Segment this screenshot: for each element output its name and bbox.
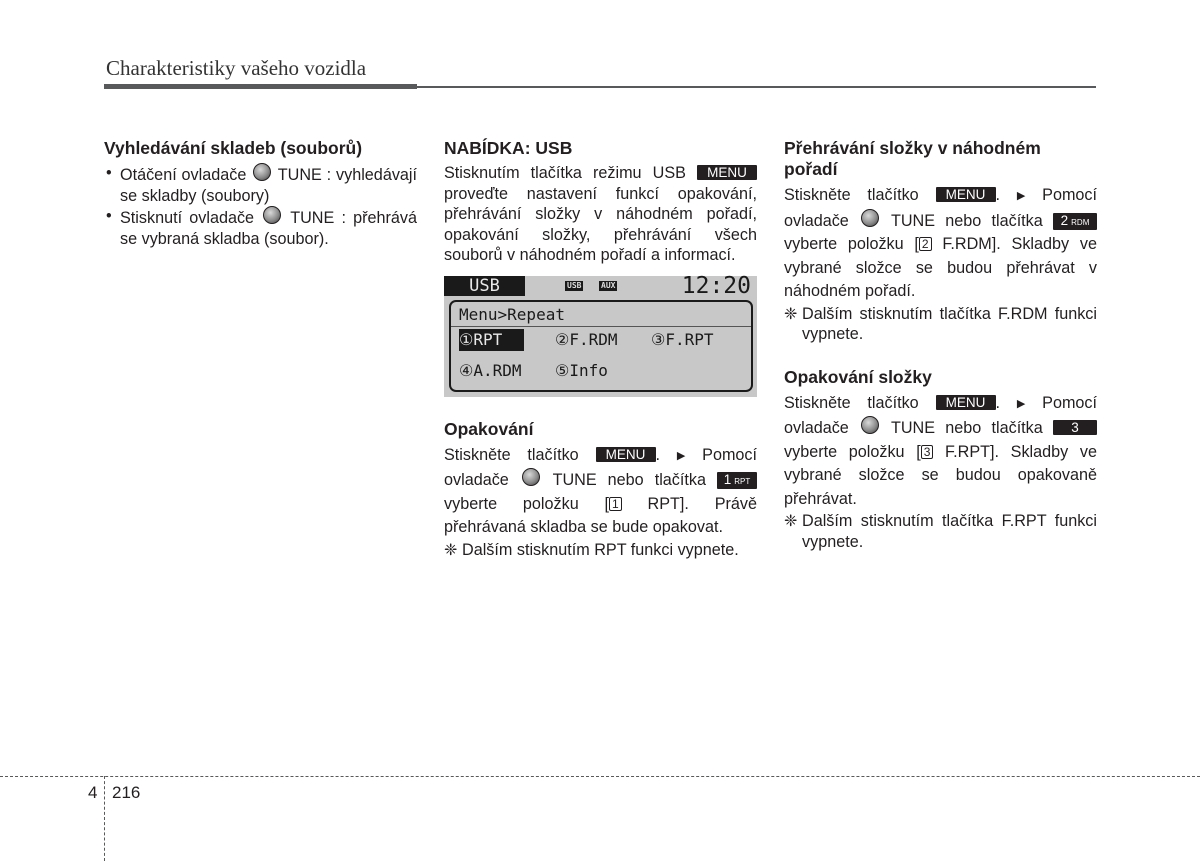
menu-button-label: MENU [697, 165, 757, 180]
aux-indicator: AUX [601, 280, 616, 290]
text: Stiskněte tlačítko [444, 445, 579, 464]
tune-knob-icon [263, 206, 281, 224]
text: Stiskněte tlačítko [784, 186, 919, 204]
text: F.RDM]. Skladby ve vybrané složce se budou přehrávat v náhodném pořadí. [784, 235, 1097, 300]
button-3-label: 3 [1053, 420, 1097, 435]
folder-random-instructions [784, 184, 1097, 304]
screen-option-frpt: ③F.RPT [651, 329, 714, 349]
screen-menu-title: Menu>Repeat [459, 304, 565, 324]
tune-knob-icon [861, 209, 879, 227]
text: vyberte položku [ [444, 494, 610, 513]
text: . [995, 393, 1001, 412]
chapter-number: 4 [88, 783, 98, 802]
usb-indicator: USB [567, 280, 582, 290]
note-mark-icon: ❈ [444, 540, 458, 559]
page-header-title: Charakteristiky vašeho vozidla [106, 56, 367, 80]
text: F.RPT]. Skladby ve vybrané složce se budou opakovaně přehrávat. [784, 442, 1098, 508]
column-1 [104, 138, 417, 249]
boxed-number-icon: 1 [609, 497, 622, 511]
text: Stiskněte tlačítko [784, 393, 919, 412]
repeat-note [444, 540, 757, 561]
screen-menu-divider [451, 326, 751, 327]
track-search-list [104, 163, 417, 249]
section-heading-folder-repeat: Opakování složky [784, 366, 932, 387]
folder-repeat-note [784, 511, 1097, 552]
tune-knob-icon [522, 468, 540, 486]
page-number: 216 [112, 783, 141, 802]
note-text: Dalším stisknutím tlačítka F.RDM funkci vypnete. [802, 304, 1097, 343]
intro-text: Stisknutím tlačítka režimu USB [444, 164, 686, 182]
btn-sub: RPT [734, 477, 751, 486]
note-text: Dalším stisknutím RPT funkci vypnete. [462, 540, 739, 559]
text: . [655, 445, 661, 464]
menu-button-label: MENU [936, 395, 996, 410]
button-2-rdm-label [1053, 213, 1097, 230]
folder-repeat-instructions [784, 392, 1097, 512]
note-mark-icon: ❈ [784, 512, 798, 530]
arrow-right-icon: ▶ [1016, 397, 1026, 410]
column-2 [444, 138, 757, 560]
tune-knob-icon [861, 416, 879, 434]
arrow-right-icon: ▶ [676, 449, 686, 462]
header-rule-dark [104, 84, 417, 89]
menu-button-label: MENU [936, 187, 996, 202]
bullet-text: TUNE : přehrává se vybraná skladba (soubor). [120, 209, 418, 248]
text: TUNE nebo tlačítka [890, 419, 1043, 437]
btn-num: 1 [723, 472, 732, 487]
intro-text: proveďte nastavení funkcí opakování, přehrávání složky v náhodném pořadí, opakování složky, přehrávání všech souborů v náhodném pořadí a informací. [444, 184, 757, 264]
text: RPT]. Právě přehrávaná skladba se bude opakovat. [444, 494, 757, 536]
text: TUNE nebo tlačítka [552, 471, 706, 489]
text: . [995, 186, 1001, 204]
footer-rule [0, 776, 1200, 777]
text: TUNE nebo tlačítka [890, 211, 1043, 230]
section-heading-track-search: Vyhledávání skladeb (souborů) [104, 138, 363, 158]
screen-mode-tab: USB [444, 276, 525, 296]
screen-menu-frame [449, 300, 753, 392]
text: Pomocí ovladače [784, 186, 1098, 230]
text: vyberte položku [ [784, 442, 921, 461]
screen-option-rpt: ①RPT [459, 329, 524, 351]
text: vyberte položku [ [784, 235, 919, 253]
repeat-instructions [444, 444, 757, 540]
bullet-text: Otáčení ovladače [120, 166, 247, 184]
note-text: Dalším stisknutím tlačítka F.RPT funkci vypnete. [802, 512, 1097, 551]
bullet-text: Stisknutí ovladače [120, 209, 255, 227]
button-1-rpt-label [717, 472, 757, 489]
footer-vertical-rule [104, 776, 105, 861]
text: Pomocí ovladače [444, 445, 758, 489]
screen-clock: 12:20 [681, 272, 751, 299]
text: Pomocí ovladače [784, 393, 1098, 437]
screen-option-ardm: ④A.RDM [459, 360, 522, 380]
menu-button-label: MENU [596, 447, 656, 462]
usb-display-screen [444, 272, 757, 397]
section-heading-menu-usb: NABÍDKA: USB [444, 138, 573, 158]
tune-knob-icon [253, 163, 271, 181]
screen-option-info: ⑤Info [555, 360, 608, 380]
btn-sub: RDM [1071, 217, 1090, 227]
menu-usb-intro [444, 163, 757, 266]
section-heading-folder-random: Přehrávání složky v náhodném pořadí [784, 138, 1041, 179]
note-mark-icon: ❈ [784, 304, 798, 323]
list-item [104, 206, 417, 249]
boxed-number-icon: 3 [921, 445, 934, 459]
bullet-text: TUNE : vyhledávají se skladby (soubory) [120, 166, 418, 205]
column-3 [784, 138, 1097, 552]
btn-num: 2 [1060, 212, 1069, 228]
screen-top-bar [444, 272, 757, 299]
boxed-number-icon: 2 [919, 237, 932, 251]
folder-random-note [784, 304, 1097, 345]
section-heading-repeat: Opakování [444, 418, 534, 439]
list-item [104, 163, 417, 206]
screen-option-frdm: ②F.RDM [555, 329, 618, 349]
arrow-right-icon: ▶ [1016, 190, 1026, 202]
header-rule-light [417, 86, 1096, 88]
